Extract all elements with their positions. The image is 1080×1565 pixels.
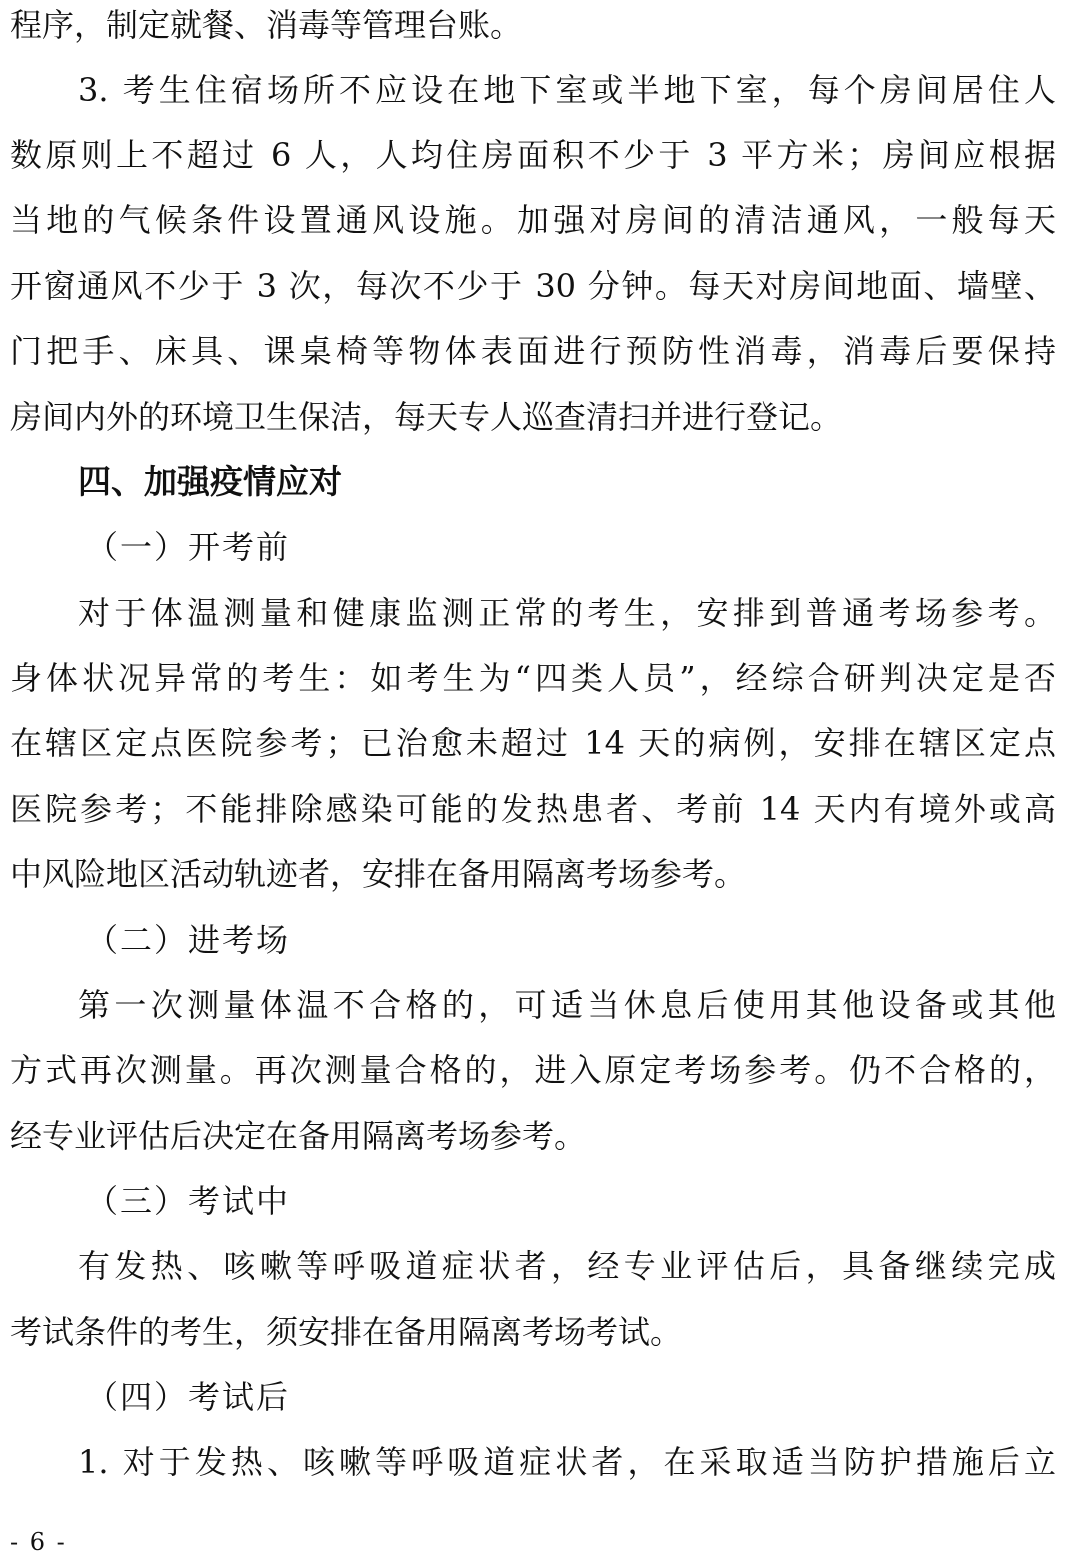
subsection-heading: （四）考试后 xyxy=(86,1378,291,1416)
paragraph-line: 身体状况异常的考生：如考生为“四类人员”，经综合研判决定是否 xyxy=(10,659,1056,697)
paragraph-line: 第一次测量体温不合格的，可适当休息后使用其他设备或其他 xyxy=(78,986,1056,1024)
subsection-heading: （二）进考场 xyxy=(86,921,291,959)
paragraph-line: 中风险地区活动轨迹者，安排在备用隔离考场参考。 xyxy=(10,855,747,893)
paragraph-line: 经专业评估后决定在备用隔离考场参考。 xyxy=(10,1117,587,1155)
paragraph-line: 有发热、咳嗽等呼吸道症状者，经专业评估后，具备继续完成 xyxy=(78,1247,1056,1285)
paragraph-line: 门把手、床具、课桌椅等物体表面进行预防性消毒，消毒后要保持 xyxy=(10,332,1056,370)
paragraph-line: 医院参考；不能排除感染可能的发热患者、考前 14 天内有境外或高 xyxy=(10,790,1056,828)
paragraph-line: 开窗通风不少于 3 次，每次不少于 30 分钟。每天对房间地面、墙壁、 xyxy=(10,267,1056,305)
section-heading: 四、加强疫情应对 xyxy=(78,462,342,501)
paragraph-line: 对于体温测量和健康监测正常的考生，安排到普通考场参考。 xyxy=(78,594,1056,632)
paragraph-line: 1. 对于发热、咳嗽等呼吸道症状者，在采取适当防护措施后立 xyxy=(78,1443,1056,1481)
subsection-heading: （一）开考前 xyxy=(86,528,291,566)
paragraph-line: 方式再次测量。再次测量合格的，进入原定考场参考。仍不合格的， xyxy=(10,1051,1056,1089)
paragraph-line: 程序，制定就餐、消毒等管理台账。 xyxy=(10,6,523,44)
paragraph-line: 数原则上不超过 6 人，人均住房面积不少于 3 平方米；房间应根据 xyxy=(10,136,1056,174)
paragraph-line: 当地的气候条件设置通风设施。加强对房间的清洁通风，一般每天 xyxy=(10,201,1056,239)
paragraph-line: 在辖区定点医院参考；已治愈未超过 14 天的病例，安排在辖区定点 xyxy=(10,724,1056,762)
subsection-heading: （三）考试中 xyxy=(86,1182,291,1220)
paragraph-line: 3. 考生住宿场所不应设在地下室或半地下室，每个房间居住人 xyxy=(78,71,1056,109)
page-number: - 6 - xyxy=(10,1528,67,1556)
paragraph-line: 考试条件的考生，须安排在备用隔离考场考试。 xyxy=(10,1313,683,1351)
paragraph-line: 房间内外的环境卫生保洁，每天专人巡查清扫并进行登记。 xyxy=(10,398,843,436)
